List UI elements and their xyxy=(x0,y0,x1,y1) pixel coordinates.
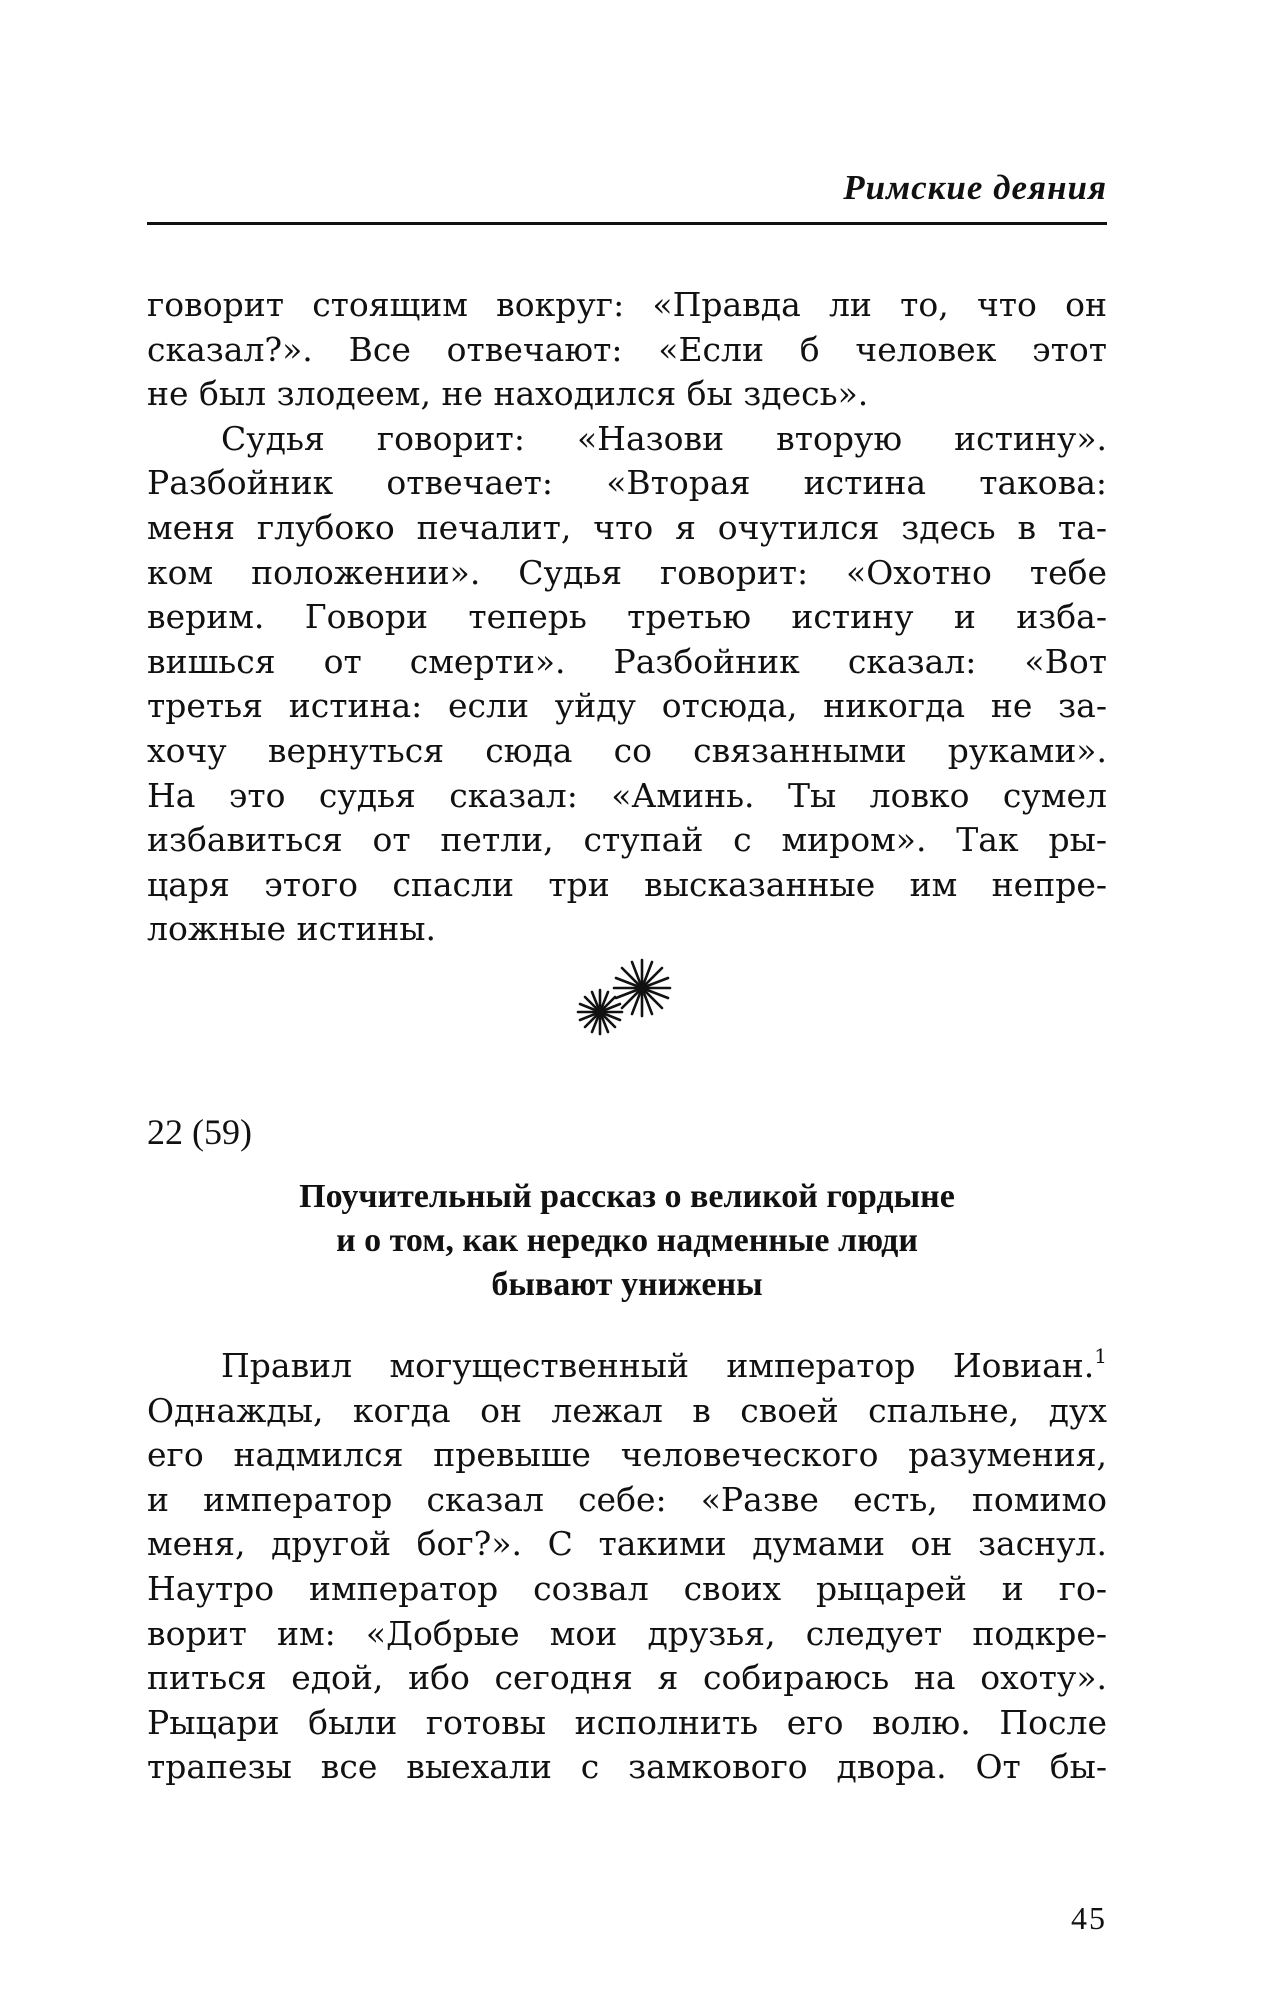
text-line-content: Правил могущественный император Иовиан. xyxy=(221,1346,1095,1385)
text-line: Однажды, когда он лежал в своей спальне, дух xyxy=(147,1390,1107,1430)
text-line: Наутро император созвал своих рыцарей и го- xyxy=(147,1568,1107,1608)
running-head: Римские деяния xyxy=(843,168,1107,207)
text-line: избавиться от петли, ступай с миром». Так ры- xyxy=(147,820,1107,860)
text-line: На это судья сказал: «Аминь. Ты ловко сумел xyxy=(147,775,1107,815)
footnote-marker: 1 xyxy=(1094,1344,1107,1368)
text-line: Разбойник отвечает: «Вторая истина такова: xyxy=(147,463,1107,503)
text-line: хочу вернуться сюда со связанными руками». xyxy=(147,730,1107,770)
text-line: ложные истины. xyxy=(147,909,436,949)
text-line: трапезы все выехали с замкового двора. От бы- xyxy=(147,1747,1107,1787)
text-line: меня глубоко печалит, что я очутился здесь в та- xyxy=(147,507,1107,547)
text-line: вишься от смерти». Разбойник сказал: «Вот xyxy=(147,641,1107,681)
asterism-ornament-icon xyxy=(560,955,690,1045)
text-line: говорит стоящим вокруг: «Правда ли то, что он xyxy=(147,285,1107,324)
text-line: и император сказал себе: «Разве есть, помимо xyxy=(147,1479,1107,1519)
text-line: ком положении». Судья говорит: «Охотно тебе xyxy=(147,552,1107,592)
text-block-story xyxy=(147,1344,1107,1790)
text-line: Рыцари были готовы исполнить его волю. После xyxy=(147,1702,1107,1742)
text-line: его надмился превыше человеческого разумения, xyxy=(147,1435,1107,1475)
page-number: 45 xyxy=(1071,1900,1107,1936)
header-rule xyxy=(147,222,1107,225)
story-number: 22 (59) xyxy=(147,1112,252,1152)
text-line: третья истина: если уйду отсюда, никогда не за- xyxy=(147,686,1107,726)
story-title-line: Поучительный рассказ о великой гордыне xyxy=(299,1178,955,1215)
text-line: питься едой, ибо сегодня я собираюсь на охоту». xyxy=(147,1658,1107,1698)
text-line: ворит им: «Добрые мои друзья, следует подкре- xyxy=(147,1613,1107,1653)
story-title xyxy=(147,1175,1107,1307)
text-line xyxy=(147,1344,1107,1389)
text-line: царя этого спасли три высказанные им непре- xyxy=(147,864,1107,904)
text-line: Судья говорит: «Назови вторую истину». xyxy=(221,418,1107,458)
text-line: сказал?». Все отвечают: «Если б человек этот xyxy=(147,329,1107,369)
story-title-line: бывают унижены xyxy=(491,1266,763,1303)
text-line: верим. Говори теперь третью истину и избa- xyxy=(147,597,1107,637)
text-line: не был злодеем, не находился бы здесь». xyxy=(147,374,869,414)
text-block-continuation xyxy=(147,283,1107,952)
story-title-line: и о том, как нередко надменные люди xyxy=(336,1222,918,1259)
text-line: меня, другой бог?». С такими думами он заснул. xyxy=(147,1524,1107,1564)
